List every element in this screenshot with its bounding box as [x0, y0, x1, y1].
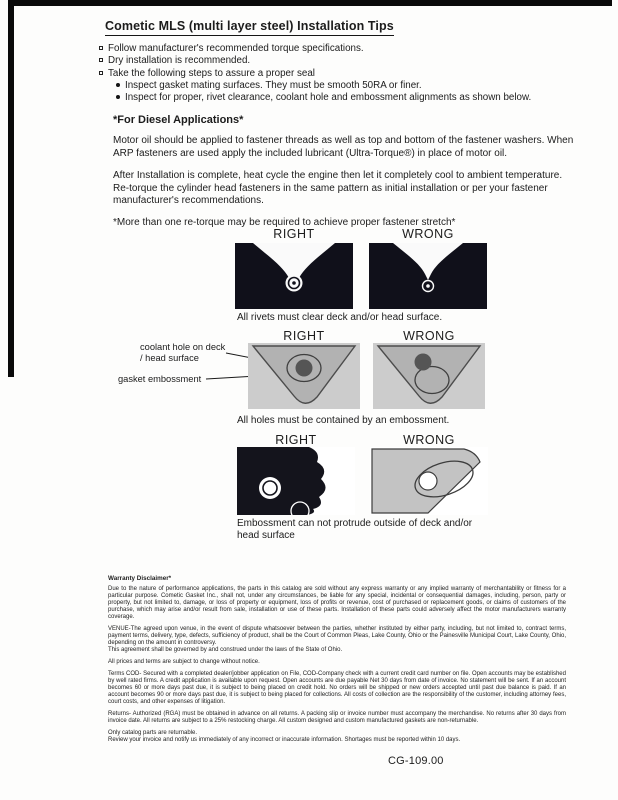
square-bullet-icon: [99, 58, 103, 62]
tip-text: Follow manufacturer's recommended torque specifications.: [108, 43, 364, 54]
diesel-paragraph-1: Motor oil should be applied to fastener threads as well as top and bottom of the fastener washers. When ARP fasteners are used apply the included lubricant (Ultra-Torque®) in place of motor oil.: [113, 135, 574, 159]
right-label-row2: RIGHT: [283, 329, 325, 343]
legal-paragraph: Only catalog parts are returnable.: [108, 730, 198, 736]
embossment-protrusion-wrong-diagram: [370, 447, 488, 515]
row1-caption: All rivets must clear deck and/or head surface.: [237, 312, 443, 323]
bolt-hole-icon: [419, 472, 437, 490]
embossment-protrusion-right-diagram: [237, 447, 355, 515]
legal-paragraph: Due to the nature of performance applications, the parts in this catalog are sold without any express warranty or any implied warranty of merchantability or fitness for a particular purpose. Cometic Gasket Inc., shall not, under any circumstances, be liable for any special, incidental or consequential damages, including, person, party or property, but not limited to, damage, or loss of property or equipment, loss of profits or revenue, cost of purchased or replacement goods, or claims of customers of the purchase, which may arise and/or result from sale, installation or use of these parts. Installation of these parts could adversely affect the motor manufacturers warranty coverage.: [108, 586, 566, 620]
legal-paragraph: All prices and terms are subject to change without notice.: [108, 659, 260, 665]
embossment-annotation: gasket embossment: [118, 374, 202, 384]
right-label-row1: RIGHT: [273, 227, 315, 241]
scan-edge-top: [8, 0, 612, 6]
legal-paragraph: VENUE-The agreed upon venue, in the event of dispute whatsoever between the parties, whether instituted by either party, including, but not limited to, contract terms, payment terms, delivery, type, defects, sufficiency of product, shall be the Court of Common Pleas, Lake County, Ohio or the Painesville Municipal Court, Lake County, Ohio, depending on the amount in controversy.: [108, 626, 566, 646]
legal-paragraph: Terms COD- Secured with a completed dealer/jobber application on File, COD-Company check with a current credit card number on file. Open accounts may be established by well rated firms. A credit application is available upon request. Open accounts are due payable Net 30 days from date of invoice. No statement will be sent. If an account becomes 60 or more days past due, it is subject to being placed on credit hold. No orders will be shipped or new orders accepted until past due balance is paid. If an account becomes 90 or more days past due, it is subject to being placed for collections. All costs of collection are the responsibility of the customer, including attorney fees, court costs, and other expenses of litigation.: [108, 671, 566, 705]
rivet-clearance-wrong-diagram: [369, 243, 487, 309]
tip-text: Inspect for proper, rivet clearance, coolant hole and embossment alignments as shown below.: [125, 92, 532, 104]
dot-bullet-icon: [116, 95, 120, 99]
embossment-containment-wrong-diagram: [373, 343, 485, 409]
wrong-label-row2: WRONG: [403, 329, 455, 343]
diesel-paragraph-2: After Installation is complete, heat cycle the engine then let it completely cool to ambient temperature. Re-torque the cylinder head fasteners in the same pattern as initial installation or per your fastener manufacturer's recommendations.: [113, 170, 563, 207]
tip-item: [99, 43, 569, 55]
retorque-note: *More than one re-torque may be required to achieve proper fastener stretch*: [113, 217, 456, 229]
wrong-label-row3: WRONG: [403, 433, 455, 447]
rivet-clearance-right-diagram: [235, 243, 353, 309]
tip-sub-item: [116, 80, 569, 92]
tip-text: Take the following steps to assure a proper seal: [108, 67, 315, 79]
legal-paragraph: This agreement shall be governed by and construed under the laws of the State of Ohio.: [108, 647, 343, 653]
legal-paragraph: Returns- Authorized (RGA) must be obtained in advance on all returns. A packing slip or invoice number must accompany the merchandise. No returns after 30 days from invoice date. All returns are subject to a 25% restocking charge. All custom designed and custom manufactured gaskets are non-returnable.: [108, 711, 566, 724]
coolant-hole-annotation: coolant hole on deck / head surface: [140, 342, 226, 363]
diesel-heading: *For Diesel Applications*: [113, 114, 244, 126]
square-bullet-icon: [99, 46, 103, 50]
warranty-heading: Warranty Disclaimer*: [108, 575, 172, 582]
embossment-containment-right-diagram: [248, 343, 360, 409]
square-bullet-icon: [99, 71, 103, 75]
coolant-hole-icon: [296, 360, 313, 377]
coolant-hole-icon: [415, 354, 432, 371]
warranty-disclaimer-section: [108, 575, 566, 744]
tips-list: [99, 43, 569, 104]
page-title: Cometic MLS (multi layer steel) Installation Tips: [105, 19, 394, 36]
tip-item: [99, 68, 569, 80]
legal-paragraph: Review your invoice and notify us immediately of any incorrect or inaccurate information. Shortages must be reported within 10 days.: [108, 737, 461, 743]
dot-bullet-icon: [116, 83, 120, 87]
wrong-label-row1: WRONG: [402, 227, 454, 241]
row3-caption: Embossment can not protrude outside of deck and/or head surface: [237, 518, 473, 541]
tip-item: [99, 55, 569, 67]
diesel-applications-section: [113, 114, 577, 240]
scan-edge-left: [8, 0, 14, 377]
tip-text: Inspect gasket mating surfaces. They must be smooth 50RA or finer.: [125, 79, 422, 91]
tip-sub-item: [116, 92, 569, 104]
right-label-row3: RIGHT: [275, 433, 317, 447]
row2-caption: All holes must be contained by an embossment.: [237, 415, 450, 426]
tip-text: Dry installation is recommended.: [108, 55, 251, 67]
catalog-page-code: CG-109.00: [388, 755, 444, 767]
